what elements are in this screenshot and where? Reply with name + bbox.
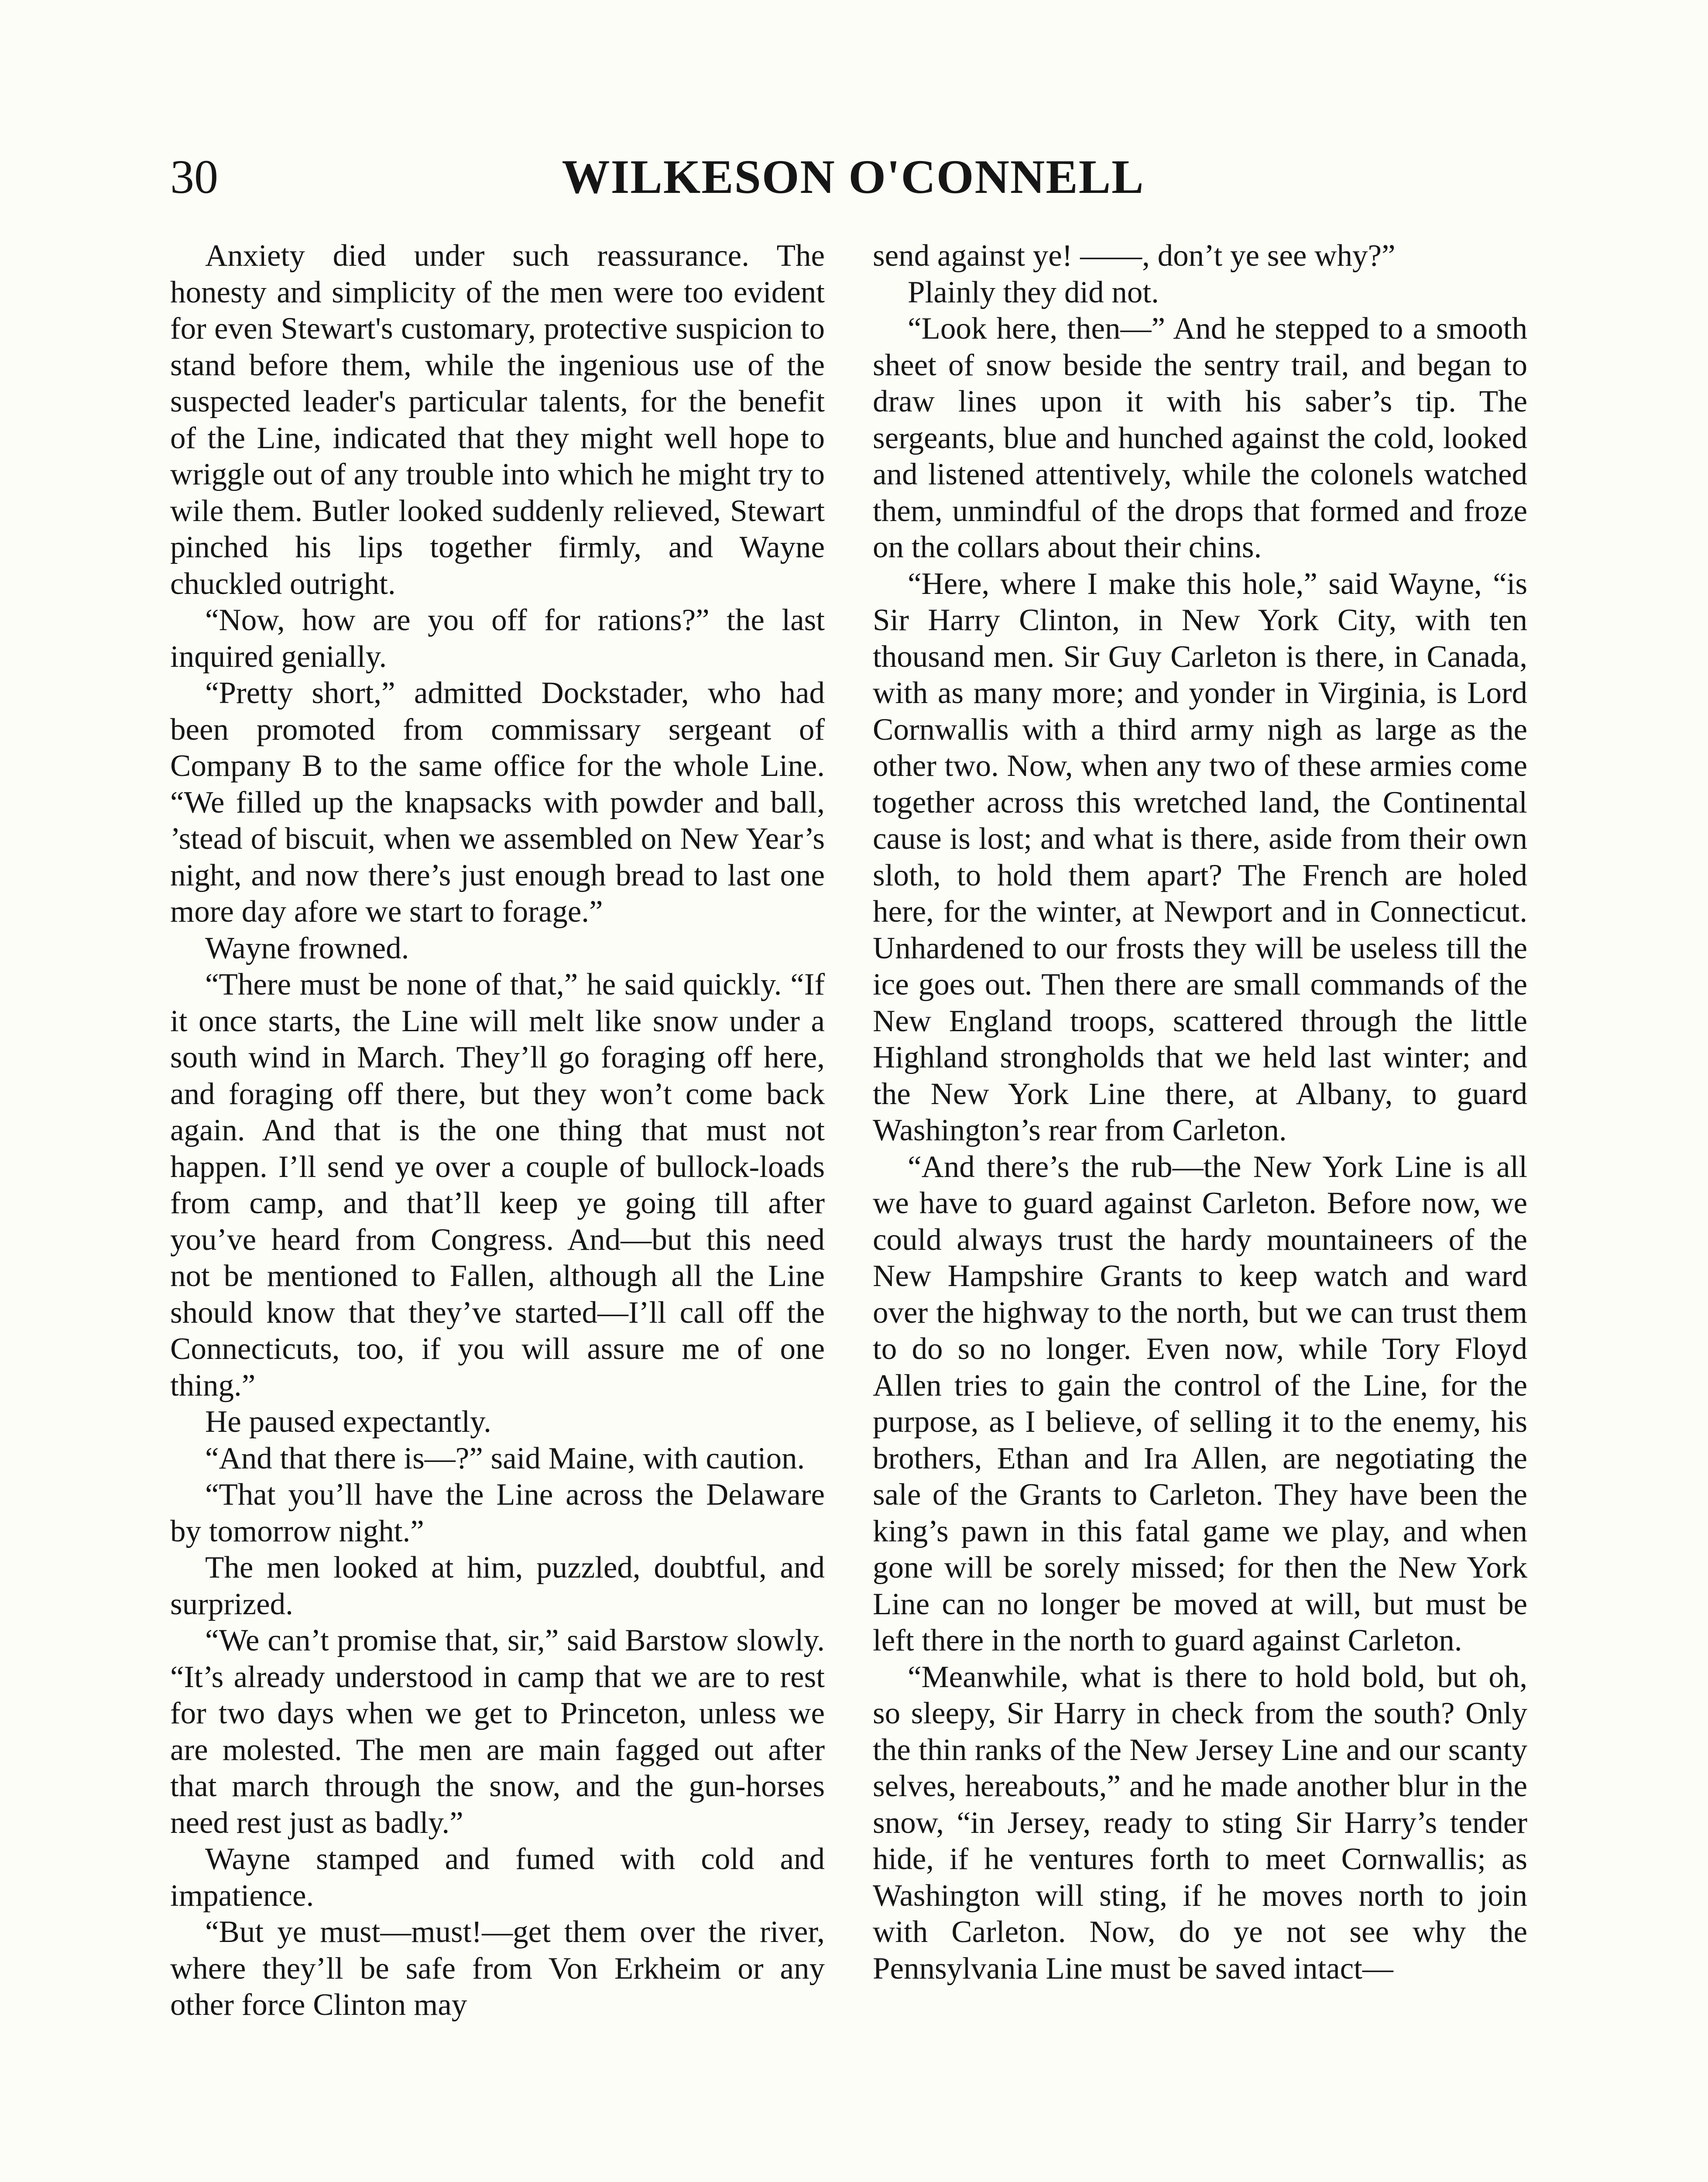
right-column: [873, 238, 1527, 1987]
paragraph: “We can’t promise that, sir,” said Barstow slowly. “It’s already understood in camp that we are to rest for two days when we get to Princeton, unless we are molested. The men are main fagged out after that march through the snow, and the gun-horses need rest just as badly.”: [170, 1623, 825, 1840]
paragraph: He paused expectantly.: [205, 1405, 491, 1439]
paragraph: “That you’ll have the Line across the Delaware by tomorrow night.”: [170, 1478, 825, 1548]
paragraph-continued: send against ye! ——, don’t ye see why?”: [873, 239, 1396, 273]
paragraph: “And that there is—?” said Maine, with caution.: [205, 1441, 805, 1475]
paragraph: “Meanwhile, what is there to hold bold, but oh, so sleepy, Sir Harry in check from the south? Only the thin ranks of the New Jersey Line and our scanty selves, hereabouts,” and he made another blur in the snow, “in Jersey, ready to sting Sir Harry’s tender hide, if he ventures forth to meet Cornwallis; as Washington will sting, if he moves north to join with Carleton. Now, do ye not see why the Pennsylvania Line must be saved intact—: [873, 1660, 1527, 1986]
paragraph: The men looked at him, puzzled, doubtful, and surprized.: [170, 1551, 825, 1621]
paragraph: Anxiety died under such reassurance. The honesty and simplicity of the men were too evident for even Stewart's customary, protective suspicion to stand before them, while the ingenious use of the suspected leader's particular talents, for the benefit of the Line, indicated that they might well hope to wriggle out of any trouble into which he might try to wile them. Butler looked suddenly relieved, Stewart pinched his lips together firmly, and Wayne chuckled outright.: [170, 239, 825, 601]
page-header: [170, 144, 1536, 218]
paragraph: Wayne frowned.: [205, 931, 409, 965]
running-title: WILKESON O'CONNELL: [562, 150, 1145, 203]
paragraph: Wayne stamped and fumed with cold and impatience.: [170, 1842, 825, 1913]
page-number: 30: [170, 150, 218, 203]
paragraph: “Now, how are you off for rations?” the last inquired genially.: [170, 603, 825, 674]
paragraph: Plainly they did not.: [908, 275, 1159, 309]
paragraph: “But ye must—must!—get them over the river, where they’ll be safe from Von Erkheim or any other force Clinton may: [170, 1915, 825, 2022]
paragraph: “Here, where I make this hole,” said Wayne, “is Sir Harry Clinton, in New York City, with ten thousand men. Sir Guy Carleton is there, in Canada, with as many more; and yonder in Virginia, is Lord Cornwallis with a third army nigh as large as the other two. Now, when any two of these armies come together across this wretched land, the Continental cause is lost; and what is there, aside from their own sloth, to hold them apart? The French are holed here, for the winter, at Newport and in Connecticut. Unhardened to our frosts they will be useless till the ice goes out. Then there are small commands of the New England troops, scattered through the little Highland strongholds that we held last winter; and the New York Line there, at Albany, to guard Washington’s rear from Carleton.: [873, 566, 1527, 1147]
paragraph: “And there’s the rub—the New York Line is all we have to guard against Carleton. Before now, we could always trust the hardy mountaineers of the New Hampshire Grants to keep watch and ward over the highway to the north, but we can trust them to do so no longer. Even now, while Tory Floyd Allen tries to gain the control of the Line, for the purpose, as I believe, of selling it to the enemy, his brothers, Ethan and Ira Allen, are negotiating the sale of the Grants to Carleton. They have been the king’s pawn in this fatal game we play, and when gone will be sorely missed; for then the New York Line can no longer be moved at will, but must be left there in the north to guard against Carleton.: [873, 1149, 1527, 1657]
paragraph: “Look here, then—” And he stepped to a smooth sheet of snow beside the sentry trail, and began to draw lines upon it with his saber’s tip. The sergeants, blue and hunched against the cold, looked and listened attentively, while the colonels watched them, unmindful of the drops that formed and froze on the collars about their chins.: [873, 312, 1527, 564]
paragraph: “There must be none of that,” he said quickly. “If it once starts, the Line will melt like snow under a south wind in March. They’ll go foraging off here, and foraging off there, but they won’t come back again. And that is the one thing that must not happen. I’ll send ye over a couple of bullock-loads from camp, and that’ll keep ye going till after you’ve heard from Congress. And—but this need not be mentioned to Fallen, although all the Line should know that they’ve started—I’ll call off the Connecticuts, too, if you will assure me of one thing.”: [170, 967, 825, 1403]
paragraph: “Pretty short,” admitted Dockstader, who had been promoted from commissary sergeant of Company B to the same office for the whole Line. “We filled up the knapsacks with powder and ball, ’stead of biscuit, when we assembled on New Year’s night, and now there’s just enough bread to last one more day afore we start to forage.”: [170, 676, 825, 929]
left-column: [170, 238, 825, 2024]
